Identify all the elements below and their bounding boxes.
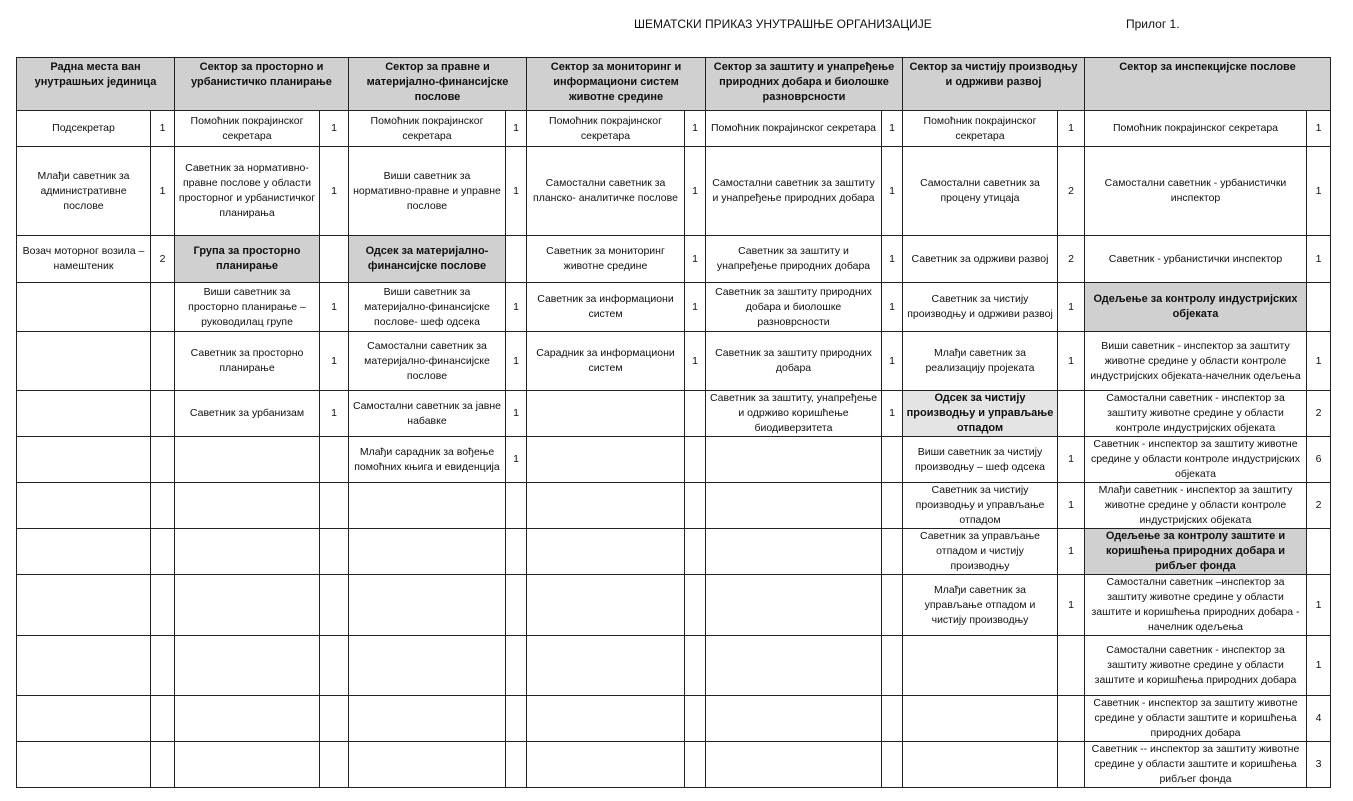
- position-count: 1: [1058, 529, 1085, 575]
- position-title: [175, 742, 320, 788]
- position-count: [151, 636, 175, 696]
- position-title: Самостални саветник за материјално-финансијске послове: [349, 332, 506, 391]
- position-count: 4: [1307, 696, 1331, 742]
- position-title: [175, 575, 320, 636]
- position-title: Самостални саветник за заштиту и унапређење природних добара: [706, 147, 882, 236]
- unit-subgroup-title: Одсек за чистију производњу и управљање отпадом: [903, 391, 1058, 437]
- position-title: [17, 332, 151, 391]
- column-header: Сектор за заштиту и унапређење природних добара и биолошке разноврсности: [706, 58, 903, 111]
- position-title: Млађи саветник за административне послове: [17, 147, 151, 236]
- position-count: [506, 529, 527, 575]
- position-count: [685, 636, 706, 696]
- position-count: [151, 742, 175, 788]
- position-title: [903, 742, 1058, 788]
- position-count: 1: [882, 236, 903, 283]
- position-count: [882, 437, 903, 483]
- position-title: [527, 696, 685, 742]
- position-title: Самостални саветник - инспектор за заштиту животне средине у области заштите и коришћења природних добара: [1085, 636, 1307, 696]
- position-title: [706, 742, 882, 788]
- position-count: 1: [882, 147, 903, 236]
- position-count: 1: [685, 332, 706, 391]
- position-title: [527, 391, 685, 437]
- position-count: 1: [685, 236, 706, 283]
- position-count: [506, 236, 527, 283]
- position-title: [17, 529, 151, 575]
- position-title: [527, 575, 685, 636]
- position-title: Саветник за заштиту природних добара: [706, 332, 882, 391]
- table-row: [17, 575, 1331, 636]
- position-title: Саветник за заштиту и унапређење природних добара: [706, 236, 882, 283]
- position-title: [17, 283, 151, 332]
- position-title: [706, 437, 882, 483]
- position-count: [320, 742, 349, 788]
- table-row: [17, 696, 1331, 742]
- position-count: [151, 529, 175, 575]
- annex-label: Прилог 1.: [1126, 17, 1180, 31]
- position-count: [320, 483, 349, 529]
- position-count: [151, 437, 175, 483]
- position-title: Виши саветник - инспектор за заштиту животне средине у области контроле индустријских објеката-начелник одељења: [1085, 332, 1307, 391]
- position-count: [882, 696, 903, 742]
- position-count: [151, 391, 175, 437]
- position-title: Самостални саветник –инспектор за заштиту животне средине у области заштите и коришћења природних добара - начелник одељења: [1085, 575, 1307, 636]
- table-row: [17, 283, 1331, 332]
- position-count: [685, 391, 706, 437]
- position-title: Возач моторног возила – намештеник: [17, 236, 151, 283]
- position-count: 1: [320, 147, 349, 236]
- position-count: 1: [1058, 575, 1085, 636]
- position-title: Млађи саветник за реализацију пројеката: [903, 332, 1058, 391]
- position-title: Саветник за просторно планирање: [175, 332, 320, 391]
- position-count: 1: [1307, 636, 1331, 696]
- position-count: [882, 483, 903, 529]
- column-header: Сектор за мониторинг и информациони систем животне средине: [527, 58, 706, 111]
- position-title: [17, 437, 151, 483]
- position-title: Млађи саветник - инспектор за заштиту животне средине у области контроле индустријских објеката: [1085, 483, 1307, 529]
- position-count: 1: [882, 391, 903, 437]
- position-title: Сарадник за информациони систем: [527, 332, 685, 391]
- position-title: [17, 575, 151, 636]
- organization-table: [16, 57, 1331, 788]
- position-count: 3: [1307, 742, 1331, 788]
- position-title: Самостални саветник за процену утицаја: [903, 147, 1058, 236]
- position-count: [1058, 742, 1085, 788]
- column-header: Сектор за правне и материјално-финансијске послове: [349, 58, 527, 111]
- position-count: 1: [151, 111, 175, 147]
- position-title: [903, 636, 1058, 696]
- position-count: [1058, 636, 1085, 696]
- position-count: [506, 636, 527, 696]
- header-row: [17, 58, 1331, 111]
- column-header: Сектор за просторно и урбанистичко планирање: [175, 58, 349, 111]
- unit-group-title: Одељење за контролу индустријских објеката: [1085, 283, 1307, 332]
- position-count: 1: [320, 332, 349, 391]
- position-count: 1: [685, 283, 706, 332]
- position-count: 1: [506, 437, 527, 483]
- position-count: 1: [1058, 332, 1085, 391]
- position-count: [320, 236, 349, 283]
- position-title: [175, 529, 320, 575]
- position-title: [527, 742, 685, 788]
- position-count: [685, 437, 706, 483]
- table-row: [17, 111, 1331, 147]
- position-title: Млађи сарадник за вођење помоћних књига и евиденција: [349, 437, 506, 483]
- position-title: Подсекретар: [17, 111, 151, 147]
- position-count: 1: [506, 283, 527, 332]
- position-count: 2: [1307, 483, 1331, 529]
- position-title: [175, 636, 320, 696]
- position-title: Самостални саветник за јавне набавке: [349, 391, 506, 437]
- position-title: Саветник за управљање отпадом и чистију производњу: [903, 529, 1058, 575]
- position-count: [320, 636, 349, 696]
- position-title: Помоћник покрајинског секретара: [175, 111, 320, 147]
- position-count: 1: [506, 147, 527, 236]
- table-row: [17, 483, 1331, 529]
- position-title: [706, 636, 882, 696]
- position-count: [506, 575, 527, 636]
- position-count: 1: [506, 111, 527, 147]
- position-title: [175, 696, 320, 742]
- position-count: [506, 742, 527, 788]
- position-title: [706, 575, 882, 636]
- unit-group-title: Одељење за контролу заштите и коришћења природних добара и рибљег фонда: [1085, 529, 1307, 575]
- position-title: [527, 483, 685, 529]
- position-title: Самостални саветник за планско- аналитичке послове: [527, 147, 685, 236]
- position-title: Саветник - инспектор за заштиту животне средине у области контроле индустријских објеката: [1085, 437, 1307, 483]
- position-count: [882, 636, 903, 696]
- position-count: 1: [1307, 111, 1331, 147]
- position-title: [349, 575, 506, 636]
- position-count: [506, 696, 527, 742]
- position-count: 1: [685, 111, 706, 147]
- position-count: [320, 529, 349, 575]
- position-count: 1: [320, 283, 349, 332]
- position-count: 2: [151, 236, 175, 283]
- position-title: Помоћник покрајинског секретара: [527, 111, 685, 147]
- position-title: [527, 529, 685, 575]
- document-title: ШЕМАТСКИ ПРИКАЗ УНУТРАШЊЕ ОРГАНИЗАЦИЈЕ: [634, 17, 932, 31]
- position-title: Виши саветник за просторно планирање – руководилац групе: [175, 283, 320, 332]
- position-title: Виши саветник за материјално-финансијске послове- шеф одсека: [349, 283, 506, 332]
- position-title: Саветник - урбанистички инспектор: [1085, 236, 1307, 283]
- position-count: [320, 437, 349, 483]
- position-title: Саветник за информациони систем: [527, 283, 685, 332]
- unit-group-title: Одсек за материјално-финансијске послове: [349, 236, 506, 283]
- table-row: [17, 236, 1331, 283]
- position-title: [706, 529, 882, 575]
- position-count: 1: [151, 147, 175, 236]
- position-count: 1: [1307, 575, 1331, 636]
- position-count: [151, 332, 175, 391]
- position-count: [1307, 283, 1331, 332]
- position-count: [882, 575, 903, 636]
- position-count: 2: [1058, 236, 1085, 283]
- position-title: Саветник -- инспектор за заштиту животне средине у области заштите и коришћења рибљег фонда: [1085, 742, 1307, 788]
- position-count: 1: [1058, 283, 1085, 332]
- position-count: [882, 529, 903, 575]
- position-count: [151, 483, 175, 529]
- position-title: [706, 483, 882, 529]
- column-header: Радна места ван унутрашњих јединица: [17, 58, 175, 111]
- position-title: [527, 437, 685, 483]
- position-count: [685, 483, 706, 529]
- position-count: 1: [1058, 437, 1085, 483]
- position-count: 1: [882, 111, 903, 147]
- position-count: [685, 696, 706, 742]
- position-title: [17, 696, 151, 742]
- position-title: Саветник за нормативно- правне послове у области просторног и урбанистичког планирања: [175, 147, 320, 236]
- position-count: 1: [1058, 111, 1085, 147]
- position-title: Саветник за мониторинг животне средине: [527, 236, 685, 283]
- position-title: Саветник за чистију производњу и одрживи развој: [903, 283, 1058, 332]
- position-title: Саветник за заштиту, унапређење и одрживо коришћење биодиверзитета: [706, 391, 882, 437]
- table-row: [17, 391, 1331, 437]
- position-count: 1: [1307, 332, 1331, 391]
- position-title: [903, 696, 1058, 742]
- column-header: Сектор за инспекцијске послове: [1085, 58, 1331, 111]
- unit-group-title: Група за просторно планирање: [175, 236, 320, 283]
- position-count: [685, 529, 706, 575]
- position-count: [1058, 696, 1085, 742]
- position-title: Помоћник покрајинског секретара: [706, 111, 882, 147]
- position-title: Саветник за урбанизам: [175, 391, 320, 437]
- table-row: [17, 147, 1331, 236]
- position-title: [175, 483, 320, 529]
- position-count: 1: [506, 332, 527, 391]
- column-header: Сектор за чистију производњу и одрживи развој: [903, 58, 1085, 111]
- position-title: Млађи саветник за управљање отпадом и чистију производњу: [903, 575, 1058, 636]
- position-count: 2: [1307, 391, 1331, 437]
- table-row: [17, 332, 1331, 391]
- position-count: 1: [1307, 147, 1331, 236]
- position-count: 1: [685, 147, 706, 236]
- position-title: Самостални саветник - урбанистички инспектор: [1085, 147, 1307, 236]
- position-count: [1307, 529, 1331, 575]
- position-count: [320, 696, 349, 742]
- table-row: [17, 529, 1331, 575]
- position-count: [151, 696, 175, 742]
- position-count: [685, 742, 706, 788]
- position-title: [349, 696, 506, 742]
- table-row: [17, 636, 1331, 696]
- position-title: Виши саветник за чистију производњу – шеф одсека: [903, 437, 1058, 483]
- table-row: [17, 437, 1331, 483]
- position-count: 6: [1307, 437, 1331, 483]
- position-title: Виши саветник за нормативно-правне и управне послове: [349, 147, 506, 236]
- position-title: [349, 529, 506, 575]
- position-count: 1: [882, 283, 903, 332]
- position-title: Саветник - инспектор за заштиту животне средине у области заштите и коришћења природних добара: [1085, 696, 1307, 742]
- position-title: Помоћник покрајинског секретара: [903, 111, 1058, 147]
- position-count: [506, 483, 527, 529]
- position-title: [349, 636, 506, 696]
- position-title: [527, 636, 685, 696]
- position-count: [685, 575, 706, 636]
- position-title: [706, 696, 882, 742]
- position-count: [1058, 391, 1085, 437]
- position-title: Помоћник покрајинског секретара: [349, 111, 506, 147]
- table-row: [17, 742, 1331, 788]
- position-title: [17, 483, 151, 529]
- position-title: [175, 437, 320, 483]
- position-title: [17, 636, 151, 696]
- position-title: [17, 391, 151, 437]
- position-count: [320, 575, 349, 636]
- position-count: 1: [1058, 483, 1085, 529]
- position-title: Помоћник покрајинског секретара: [1085, 111, 1307, 147]
- position-title: [349, 742, 506, 788]
- position-title: [349, 483, 506, 529]
- position-count: 1: [320, 391, 349, 437]
- position-title: [17, 742, 151, 788]
- position-count: 1: [882, 332, 903, 391]
- position-count: [882, 742, 903, 788]
- position-count: [151, 283, 175, 332]
- position-count: 1: [320, 111, 349, 147]
- position-title: Самостални саветник - инспектор за заштиту животне средине у области контроле индустријских објеката: [1085, 391, 1307, 437]
- position-count: 1: [1307, 236, 1331, 283]
- position-count: [151, 575, 175, 636]
- position-title: Саветник за одрживи развој: [903, 236, 1058, 283]
- position-count: 1: [506, 391, 527, 437]
- position-count: 2: [1058, 147, 1085, 236]
- position-title: Саветник за чистију производњу и управљање отпадом: [903, 483, 1058, 529]
- position-title: Саветник за заштиту природних добара и биолошке разноврсности: [706, 283, 882, 332]
